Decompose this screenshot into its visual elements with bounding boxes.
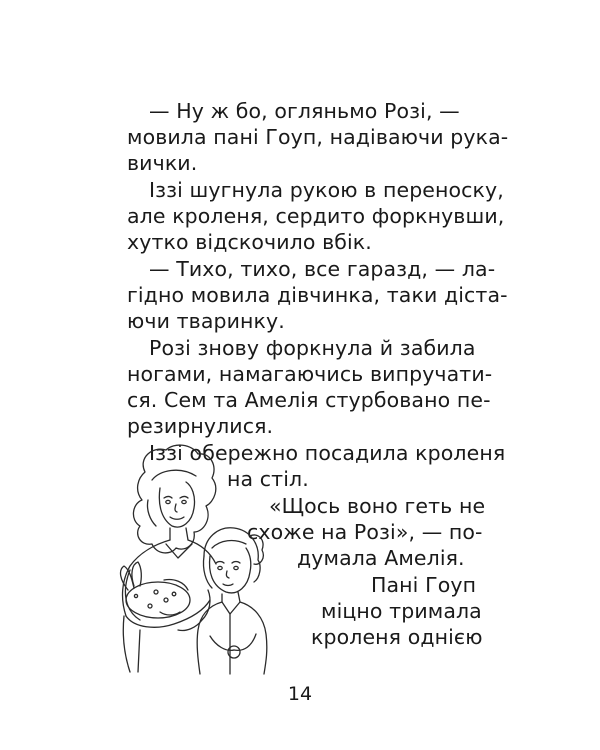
text-line: міцно тримала <box>321 599 482 623</box>
girl-figure <box>197 528 267 674</box>
text-line: думала Амелія. <box>297 546 465 570</box>
text-line: ногами, намагаючись випручати- <box>127 362 493 386</box>
text-line: на стіл. <box>227 467 309 491</box>
page-number: 14 <box>287 683 313 705</box>
text-line: кроленя однією <box>311 625 483 649</box>
text-line: схоже на Розі», — по- <box>247 520 483 544</box>
text-line: Іззі обережно посадила кроленя <box>149 441 506 465</box>
text-line: «Щось воно геть не <box>269 494 486 518</box>
text-line: Пані Гоуп <box>371 573 477 597</box>
text-line: хутко відскочило вбік. <box>127 230 372 254</box>
text-line: гідно мовила дівчинка, таки діста- <box>127 283 508 307</box>
text-line: — Ну ж бо, огляньмо Розі, — <box>149 99 460 123</box>
text-line: вички. <box>127 151 198 175</box>
text-line: — Тихо, тихо, все гаразд, — ла- <box>149 257 496 281</box>
text-line: мовила пані Гоуп, надіваючи рука- <box>127 125 509 149</box>
woman-figure <box>123 445 216 672</box>
text-line: Розі знову форкнула й забила <box>149 336 476 360</box>
text-line: ся. Сем та Амелія стурбовано пе- <box>127 388 491 412</box>
text-line: але кроленя, сердито форкнувши, <box>127 204 505 228</box>
illustration-woman-girl-rabbit <box>100 440 305 675</box>
text-line: резирнулися. <box>127 414 274 438</box>
text-line: ючи тваринку. <box>127 309 285 333</box>
rabbit-figure <box>121 562 190 618</box>
text-line: Іззі шугнула рукою в переноску, <box>149 178 504 202</box>
